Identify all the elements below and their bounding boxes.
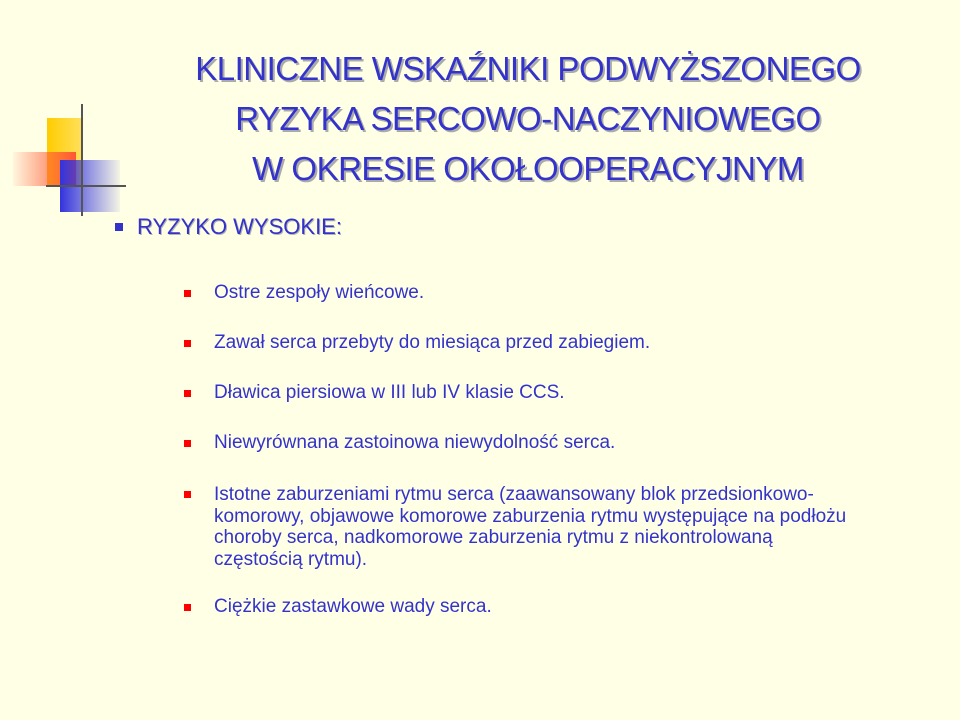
square-bullet-icon	[184, 440, 191, 447]
list-item	[214, 432, 615, 454]
section-heading-label: RYZYKO WYSOKIE:	[137, 214, 342, 239]
list-item-text: Dławica piersiowa w III lub IV klasie CCS.	[214, 382, 565, 403]
list-item	[214, 332, 650, 354]
list-item-text-line: komorowy, objawowe komorowe zaburzenia rytmu występujące na podłożu	[214, 505, 847, 527]
title-line-2: RYZYKA SERCOWO-NACZYNIOWEGO	[235, 100, 821, 137]
square-bullet-icon	[184, 390, 191, 397]
title-line-3: W OKRESIE OKOŁOOPERACYJNYM	[252, 150, 804, 187]
list-item-text-line: częstością rytmu).	[214, 548, 368, 570]
list-item	[214, 484, 846, 570]
section-heading	[137, 214, 342, 240]
list-item	[214, 282, 424, 304]
page-title	[118, 44, 938, 194]
list-item-text: Ostre zespoły wieńcowe.	[214, 282, 425, 303]
list-item-text-line: Istotne zaburzeniami rytmu serca (zaawansowany blok przedsionkowo-	[214, 484, 814, 505]
square-bullet-icon	[184, 340, 191, 347]
square-bullet-icon	[184, 491, 191, 498]
list-item-text: Niewyrównana zastoinowa niewydolność serca.	[214, 432, 616, 453]
title-line-1: KLINICZNE WSKAŹNIKI PODWYŻSZONEGO	[195, 50, 861, 87]
list-item-text: Zawał serca przebyty do miesiąca przed zabiegiem.	[214, 332, 651, 353]
square-bullet-icon	[184, 604, 191, 611]
square-bullet-icon	[115, 223, 123, 231]
list-item	[214, 382, 565, 404]
square-bullet-icon	[184, 290, 191, 297]
list-item-text: Ciężkie zastawkowe wady serca.	[214, 596, 492, 617]
list-item	[214, 596, 492, 618]
list-item-text-line: choroby serca, nadkomorowe zaburzenia rytmu z niekontrolowaną	[214, 527, 773, 548]
